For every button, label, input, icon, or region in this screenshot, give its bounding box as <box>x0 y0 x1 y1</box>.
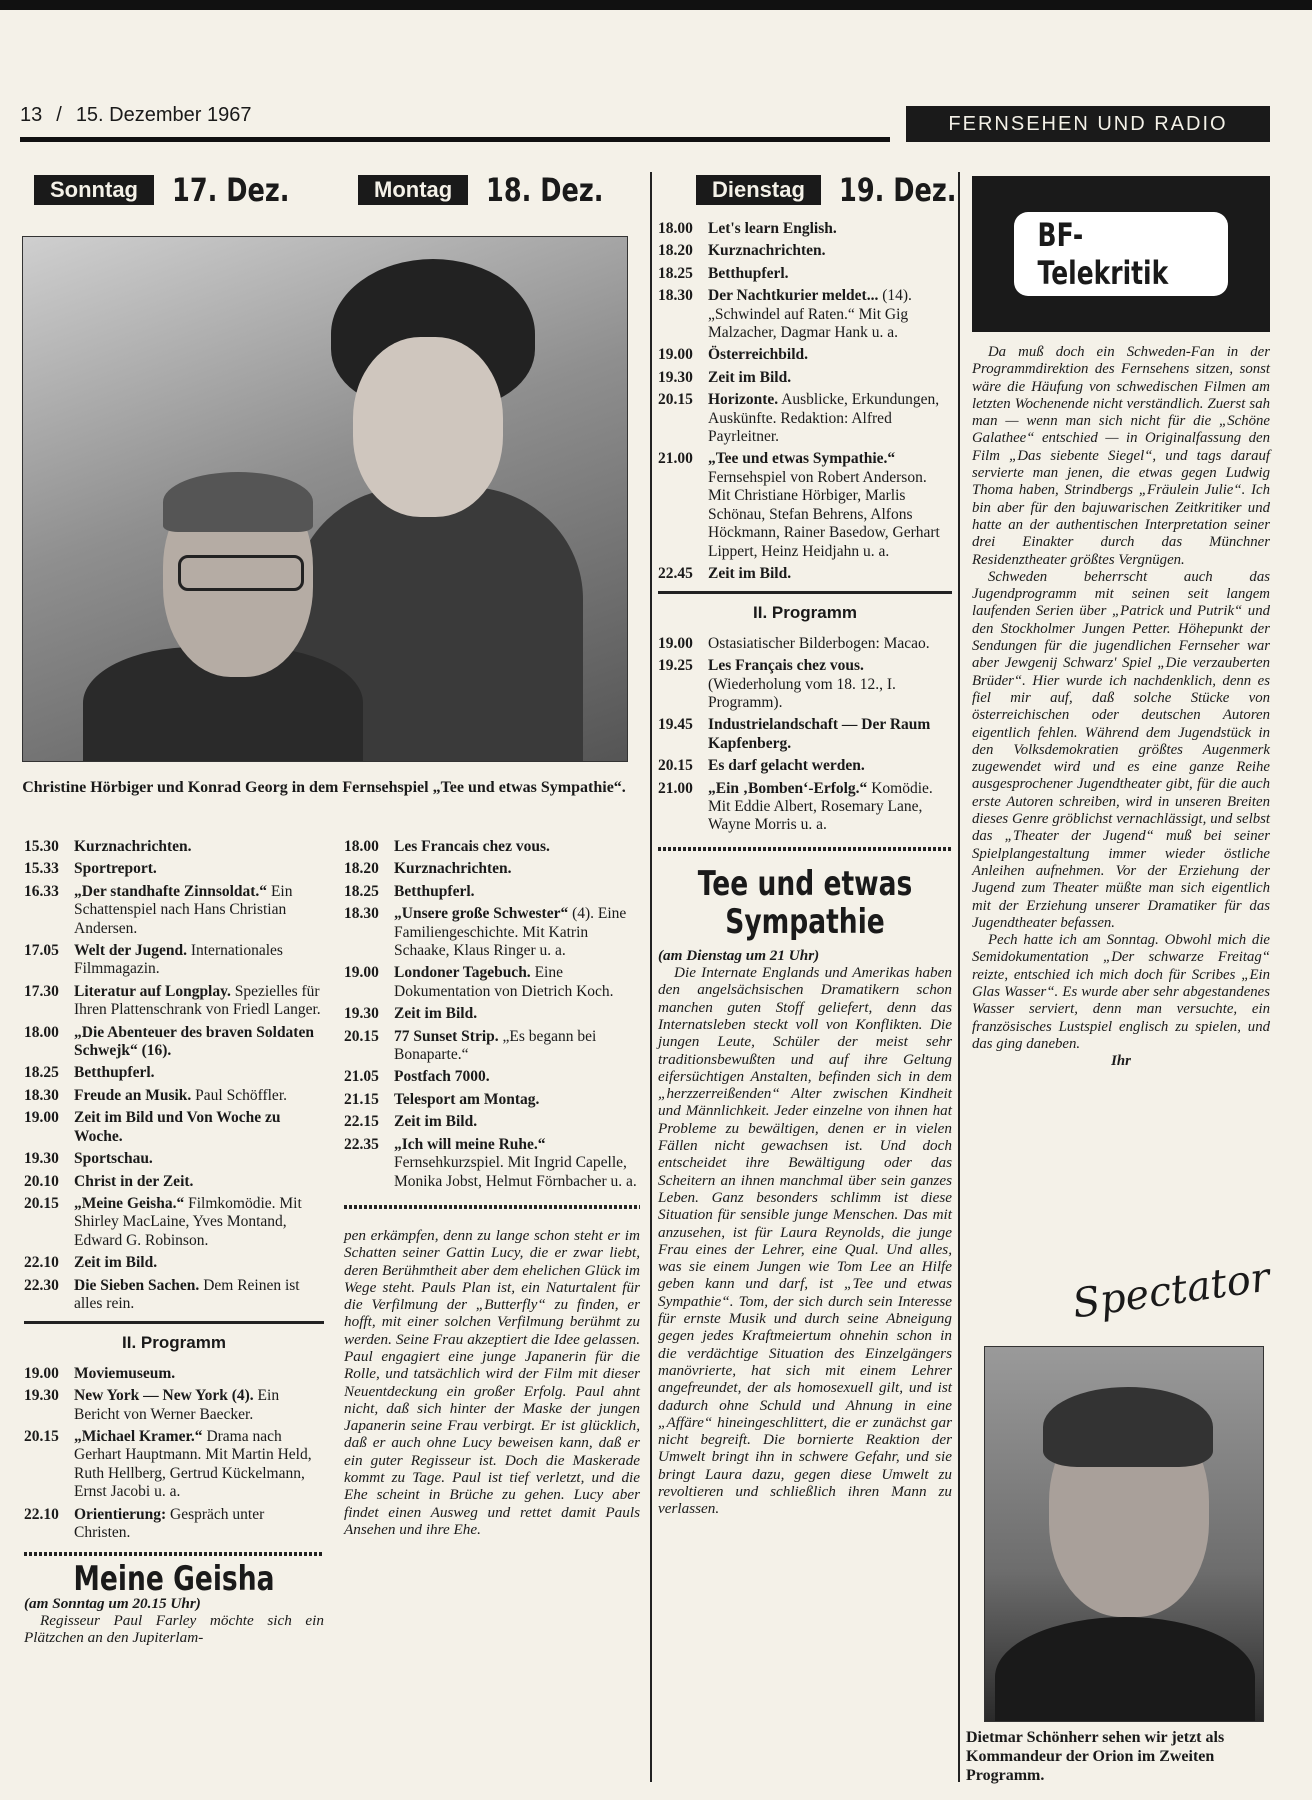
program-time: 19.30 <box>24 1150 59 1168</box>
program-time: 18.30 <box>344 905 379 923</box>
sunday-schedule <box>24 838 324 1647</box>
program-time: 21.05 <box>344 1068 379 1086</box>
program-time: 19.30 <box>24 1387 59 1405</box>
program-entry <box>24 838 324 856</box>
program-entry <box>24 1506 324 1543</box>
program-entry <box>24 1064 324 1082</box>
program-title: „Ich will meine Ruhe.“ <box>394 1135 546 1153</box>
issue-date: 15. Dezember 1967 <box>75 104 252 126</box>
program-entry <box>344 1091 640 1109</box>
program-entry <box>344 1136 640 1191</box>
program-time: 20.15 <box>658 391 693 409</box>
program-title: „Unsere große Schwester“ <box>394 905 569 923</box>
portrait-photo <box>984 1346 1264 1722</box>
program-entry <box>24 1277 324 1314</box>
program-description: „Es begann bei Bonaparte.“ <box>394 1027 597 1064</box>
program-entry <box>658 635 952 653</box>
program-title: Betthupferl. <box>394 882 475 900</box>
program-title: Kurznachrichten. <box>394 860 512 878</box>
program-entry <box>344 1113 640 1131</box>
program-title: Betthupferl. <box>708 264 789 282</box>
program-entry <box>658 391 952 446</box>
program-title: Die Sieben Sachen. <box>74 1276 200 1294</box>
program-entry <box>24 1428 324 1502</box>
program-time: 15.33 <box>24 860 59 878</box>
program-description: Ostasiatischer Bilderbogen: Macao. <box>708 634 930 652</box>
sunday-second-heading: II. Programm <box>122 1333 226 1353</box>
program-title: Zeit im Bild. <box>394 1005 478 1023</box>
tee-subtitle: (am Dienstag um 21 Uhr) <box>658 946 820 964</box>
program-title: Postfach 7000. <box>394 1068 490 1086</box>
program-time: 20.15 <box>658 757 693 775</box>
telekritik-paragraph-3: Pech hatte ich am Sonntag. Obwohl mich die Semidokumentation „Der schwarze Freitag“ reizte, entschied ich mich doch für Scribes „Ein Glas Wasser“. Es wurde aber sehr abgestandenes Wasser serviert, denn man versuchte, ein französisches Lustspiel englisch zu spielen, und das ging daneben. <box>972 932 1270 1052</box>
program-title: Sportreport. <box>74 860 157 878</box>
program-title: Österreichbild. <box>708 346 809 364</box>
program-time: 19.45 <box>658 716 693 734</box>
program-title: Orientierung: <box>74 1505 167 1523</box>
program-entry <box>658 287 952 342</box>
program-title: Let's learn English. <box>708 220 837 237</box>
program-time: 19.00 <box>658 634 693 652</box>
program-description: Komödie. Mit Eddie Albert, Rosemary Lane, Wayne Morris u. a. <box>708 779 933 834</box>
program-entry <box>24 1195 324 1250</box>
program-entry <box>24 1024 324 1061</box>
telekritik-label: BF-Telekritik <box>1037 216 1169 292</box>
program-description: Paul Schöffler. <box>195 1086 287 1104</box>
program-entry <box>24 1365 324 1383</box>
program-time: 21.15 <box>344 1090 379 1108</box>
program-title: Sportschau. <box>74 1150 153 1168</box>
tee-title-line2: Sympathie <box>725 901 885 942</box>
program-description: Fernsehkurzspiel. Mit Ingrid Capelle, Monika Jobst, Helmut Förnbacher u. a. <box>394 1154 637 1190</box>
program-entry <box>344 964 640 1001</box>
program-title: Freude an Musik. <box>74 1086 192 1104</box>
tuesday-schedule <box>658 220 952 1518</box>
program-description: Dem Reinen ist alles rein. <box>74 1276 300 1312</box>
program-entry <box>344 1028 640 1065</box>
program-title: „Michael Kramer.“ <box>74 1427 203 1445</box>
program-time: 21.00 <box>658 450 693 468</box>
program-description: Ein Bericht von Werner Baecker. <box>74 1387 280 1423</box>
program-time: 22.30 <box>24 1276 59 1294</box>
program-description: Ausblicke, Erkundungen, Auskünfte. Redaktion: Alfred Payrleitner. <box>708 391 940 446</box>
program-entry <box>344 1068 640 1086</box>
program-time: 18.20 <box>344 860 379 878</box>
dotted-rule <box>344 1205 640 1209</box>
program-title: 77 Sunset Strip. <box>394 1027 499 1045</box>
telekritik-paragraph-1: Da muß doch ein Schweden-Fan in der Programmdirektion des Fernsehens sitzen, sonst wäre die Häufung von schwedischen Filmen am letzten Wochenende nicht verständlich. Zuerst sah man — wenn man sich nicht für die „Schöne Galathee“ entschied — in Originalfassung den Film „Das siebente Siegel“, und tags darauf servierte man jenen, die etwas gegen Ludwig Thoma haben, Strindbergs „Fräulein Julie“. Ich bin aber für den bajuwarischen Zeitkritiker und hatte an der authentischen Interpretation seiner drei Einakter durch das Münchner Residenztheater größtes Vergnügen. <box>972 344 1270 568</box>
day-date-monday: 18. Dez. <box>486 171 604 209</box>
program-time: 22.35 <box>344 1135 379 1153</box>
program-title: Londoner Tagebuch. <box>394 964 531 982</box>
day-header-sunday <box>34 170 319 210</box>
program-time: 19.00 <box>24 1364 59 1382</box>
program-title: Literatur auf Longplay. <box>74 982 231 1000</box>
program-time: 20.15 <box>344 1027 379 1045</box>
tuesday-second-heading: II. Programm <box>753 603 857 623</box>
program-time: 19.00 <box>658 346 693 364</box>
telekritik-label-box <box>1014 212 1228 296</box>
program-entry <box>344 838 640 856</box>
program-time: 18.25 <box>344 882 379 900</box>
program-time: 15.30 <box>24 838 59 855</box>
program-time: 19.25 <box>658 657 693 675</box>
program-entry <box>344 905 640 960</box>
day-tag-monday: Montag <box>358 175 468 205</box>
program-description: Drama nach Gerhart Hauptmann. Mit Martin Held, Ruth Hellberg, Gertrud Kückelmann, Ernst Jacobi u. a. <box>74 1427 312 1501</box>
program-time: 17.30 <box>24 982 59 1000</box>
tee-title <box>690 865 919 941</box>
program-time: 22.10 <box>24 1254 59 1272</box>
program-description: Filmkomödie. Mit Shirley MacLaine, Yves Montand, Edward G. Robinson. <box>74 1194 302 1249</box>
portrait-caption: Dietmar Schönherr sehen wir jetzt als Kommandeur der Orion im Zweiten Programm. <box>966 1729 1225 1784</box>
geisha-title: Meine Geisha <box>73 1559 275 1600</box>
program-title: Industrielandschaft — Der Raum Kapfenberg. <box>708 716 931 752</box>
program-time: 21.00 <box>658 779 693 797</box>
program-time: 16.33 <box>24 882 59 900</box>
program-entry <box>24 1150 324 1168</box>
program-description: Eine Dokumentation von Dietrich Koch. <box>394 964 614 1000</box>
day-tag-tuesday: Dienstag <box>696 175 821 205</box>
program-title: Kurznachrichten. <box>708 242 826 260</box>
program-entry <box>344 860 640 878</box>
telekritik-closing: Ihr <box>1111 1053 1131 1070</box>
program-entry <box>658 565 952 583</box>
program-time: 18.30 <box>24 1086 59 1104</box>
program-time: 18.25 <box>658 264 693 282</box>
program-time: 22.45 <box>658 564 693 582</box>
tee-article <box>658 947 952 1518</box>
program-entry <box>24 860 324 878</box>
program-entry <box>658 346 952 364</box>
column-rule <box>650 172 652 1782</box>
program-entry <box>658 265 952 283</box>
program-title: „Die Abenteuer des braven Soldaten Schwejk“ (16). <box>74 1023 314 1060</box>
program-title: Moviemuseum. <box>74 1364 176 1382</box>
program-time: 19.30 <box>344 1005 379 1023</box>
program-title: Les Français chez vous. <box>708 657 864 675</box>
program-title: Les Francais chez vous. <box>394 838 550 855</box>
program-title: New York — New York (4). <box>74 1387 254 1405</box>
header-rule <box>20 137 890 142</box>
column-rule <box>958 172 960 1782</box>
program-entry <box>24 1109 324 1146</box>
program-time: 17.05 <box>24 942 59 960</box>
page-number: 13 <box>20 104 43 126</box>
header-separator: / <box>56 104 62 126</box>
program-description: (4). Eine Familiengeschichte. Mit Katrin Schaake, Klaus Ringer u. a. <box>394 905 627 960</box>
program-title: Zeit im Bild. <box>708 368 792 386</box>
day-date-sunday: 17. Dez. <box>172 171 290 209</box>
monday-schedule <box>344 838 640 1538</box>
program-time: 19.00 <box>24 1109 59 1127</box>
spectator-signature: Spectator <box>1069 1254 1273 1328</box>
program-description: Spezielles für Ihren Plattenschrank von Friedl Langer. <box>74 982 321 1019</box>
top-border <box>0 0 1312 10</box>
photo-caption: Christine Hörbiger und Konrad Georg in dem Fernsehspiel „Tee und etwas Sympathie“. <box>22 779 626 796</box>
program-description: (14). „Schwindel auf Raten.“ Mit Gig Malzacher, Dagmar Hank u. a. <box>708 287 912 342</box>
program-time: 18.00 <box>344 838 379 855</box>
program-time: 19.00 <box>344 964 379 982</box>
program-time: 18.00 <box>24 1023 59 1041</box>
program-title: „Ein ‚Bomben‘-Erfolg.“ <box>708 779 868 797</box>
program-entry <box>24 942 324 979</box>
tv-play-photo <box>22 236 628 762</box>
program-title: Horizonte. <box>708 391 779 409</box>
program-time: 20.15 <box>24 1194 59 1212</box>
dotted-rule <box>658 847 952 851</box>
day-tag-sunday: Sonntag <box>34 175 154 205</box>
program-time: 19.30 <box>658 368 693 386</box>
program-description: Gespräch unter Christen. <box>74 1505 265 1541</box>
program-title: Zeit im Bild. <box>394 1113 478 1131</box>
geisha-article <box>24 1595 324 1647</box>
program-description: Fernsehspiel von Robert Anderson. Mit Christiane Hörbiger, Marlis Schönau, Stefan Behrens, Alfons Höckmann, Rainer Basedow, Gerhart Lippert, Heinz Heidjahn u. a. <box>708 468 940 560</box>
program-time: 18.25 <box>24 1064 59 1082</box>
program-title: Zeit im Bild. <box>708 564 792 582</box>
day-header-monday <box>358 170 633 210</box>
geisha-continued <box>344 1227 640 1538</box>
tee-text: Die Internate Englands und Amerikas haben den angelsächsischen Dramatikern schon manchen guten Stoff geliefert, denn das Internatsleben steckt voll von Konflikten. Die jungen Leute, Schüler der meist sehr traditionsbewußten und auf ihre Geltung eifersüchtigen Anstalten, befinden sich in dem „herzzerreißenden“ Alter zwischen Kindheit und Männlichkeit. Jeder einzelne von ihnen hat Probleme zu bewältigen, denen er in vielen Fällen nicht gewachsen ist. Und doch entscheidet ihre Bewältigung oder das Scheitern an ihnen manchmal über sein ganzes Leben. Ganz besonders schlimm ist diese Situation für sensible junge Menschen. Das mit anzusehen, ist für Laura Reynolds, die junge Frau eines der Lehrer, eine Qual. Und alles, was sie einem Jungen wie Tom Lee an Hilfe geben kann und darf, ist „Tee und etwas Sympathie“. Tom, der sich durch sein Interesse für ernste Musik und durch seine Abneigung gegen jedes Kraftmeiertum ohnehin schon in die verdächtige Situation des Einzelgängers manövrierte, hat sich mit einem Lehrer angefreundet, der als homosexuell gilt, und ist dadurch ohne Schuld und Ahnung in eine „Affäre“ hineingeschlittert, die er zunächst gar nicht begreift. Die bornierte Reaktion der Umwelt bringt ihn in schwere Gefahr, und sie bringt Laura dazu, gegen diese Umwelt zu revoltieren und schließlich ihren Mann zu verlassen. <box>658 964 952 1518</box>
program-title: Christ in der Zeit. <box>74 1172 194 1190</box>
program-title: „Der standhafte Zinnsoldat.“ <box>74 882 268 900</box>
section-banner: FERNSEHEN UND RADIO <box>906 106 1270 142</box>
program-entry <box>658 220 952 238</box>
program-time: 20.10 <box>24 1172 59 1190</box>
telekritik-article <box>972 344 1270 1070</box>
program-entry <box>658 657 952 712</box>
program-time: 18.00 <box>658 220 693 237</box>
program-entry <box>658 757 952 775</box>
section-rule <box>24 1321 324 1324</box>
page-header <box>20 104 251 127</box>
program-entry <box>658 716 952 753</box>
program-title: Telesport am Montag. <box>394 1090 540 1108</box>
geisha-subtitle: (am Sonntag um 20.15 Uhr) <box>24 1594 201 1612</box>
program-title: Zeit im Bild. <box>74 1254 158 1272</box>
geisha-text: Regisseur Paul Farley möchte sich ein Plätzchen an den Jupiterlam- <box>24 1612 324 1647</box>
program-entry <box>24 1387 324 1424</box>
program-title: Betthupferl. <box>74 1064 155 1082</box>
program-entry <box>24 1254 324 1272</box>
program-entry <box>658 780 952 835</box>
program-description: Internationales Filmmagazin. <box>74 942 283 978</box>
program-entry <box>24 983 324 1020</box>
program-time: 18.30 <box>658 287 693 305</box>
program-description: Ein Schattenspiel nach Hans Christian Andersen. <box>74 882 293 937</box>
tee-title-line1: Tee und etwas <box>697 863 913 904</box>
program-title: Welt der Jugend. <box>74 942 187 960</box>
telekritik-paragraph-2: Schweden beherrscht auch das Jugendprogramm mit seinen seit langem laufenden Serien über „Patrick und Putrik“ und den Stockholmer Jungen Petter. Höhepunkt der Sendungen für die jugendlichen Fernseher war aber Jewgenij Schwarz' Spiel „Die verzauberten Brüder“. Hier wurde ich nachdenklich, denn es fiel mir auf, daß solche Stücke von österreichischen oder deutschen Autoren eigentlich fehlen. Während dem Jugendstück in den Volksdemokratien größtes Augenmerk zugewendet wird und es eine ganze Reihe ausgesprochener Jugendtheater gibt, für die auch erste Autoren schreiben, wird in unseren Breiten dieses Genre gröblichst vernachlässigt, und selbst das „Theater der Jugend“ muß bei seiner Spielplangestaltung immer wieder östliche Anleihen aufnehmen. Vor der Erziehung der Jugend zum Theater müßte man sich eigentlich mit der Erziehung unserer Dramatiker für das Jugendtheater befassen. <box>972 568 1270 931</box>
dotted-rule <box>24 1552 324 1556</box>
program-entry <box>24 1087 324 1105</box>
program-entry <box>344 1005 640 1023</box>
day-header-tuesday <box>696 170 986 210</box>
program-title: „Meine Geisha.“ <box>74 1194 185 1212</box>
program-title: Der Nachtkurier meldet... <box>708 287 879 305</box>
program-description: (Wiederholung vom 18. 12., I. Programm). <box>708 675 896 711</box>
day-date-tuesday: 19. Dez. <box>838 171 957 209</box>
program-entry <box>658 242 952 260</box>
program-time: 22.15 <box>344 1113 379 1131</box>
program-title: „Tee und etwas Sympathie.“ <box>708 450 896 468</box>
program-time: 18.20 <box>658 242 693 260</box>
section-rule <box>658 591 952 594</box>
program-entry <box>24 883 324 938</box>
geisha-continued-text: pen erkämpfen, denn zu lange schon steht er im Schatten seiner Gattin Lucy, die er zwar liebt, deren Berühmtheit aber dem ehelichen Glück im Wege steht. Pauls Plan ist, ein Naturtalent für die Verfilmung der „Butterfly“ zu finden, er hofft, mit einer solchen Verfilmung berühmt zu werden. Seine Frau akzeptiert die Idee gelassen. Paul engagiert eine junge Japanerin für die Rolle, und tatsächlich wird der Film mit dieser Neuentdeckung ein großer Erfolg. Paul ahnt nicht, daß sich hinter der Maske der jungen Japanerin seine Frau verbirgt. Er ist glücklich, daß er auch ohne Lucy beweisen kann, daß er ein guter Regisseur ist. Doch die Maskerade kommt zu Tage. Paul ist tief verletzt, und die Ehe scheint in Brüche zu gehen. Lucy aber findet einen Ausweg und rettet damit Pauls Ansehen und ihre Ehe. <box>344 1226 640 1538</box>
program-title: Zeit im Bild und Von Woche zu Woche. <box>74 1109 281 1145</box>
telekritik-badge <box>972 176 1270 332</box>
program-entry <box>344 883 640 901</box>
program-title: Es darf gelacht werden. <box>708 757 865 775</box>
program-entry <box>24 1173 324 1191</box>
program-time: 20.15 <box>24 1427 59 1445</box>
program-time: 22.10 <box>24 1505 59 1523</box>
program-entry <box>658 450 952 560</box>
program-title: Kurznachrichten. <box>74 838 192 855</box>
program-entry <box>658 369 952 387</box>
